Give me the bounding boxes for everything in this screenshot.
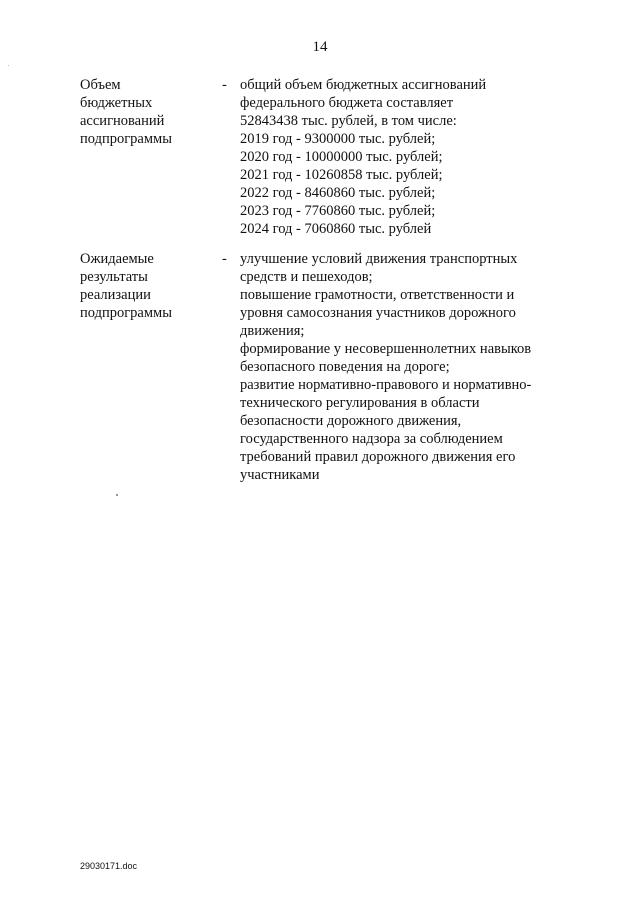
label-line: результаты xyxy=(80,269,148,285)
content-line: формирование у несовершеннолетних навыков xyxy=(240,341,532,357)
scan-speck xyxy=(8,65,9,66)
content-line: государственного надзора за соблюдением xyxy=(240,431,503,447)
label-line: ассигнований xyxy=(80,113,165,129)
label-line: подпрограммы xyxy=(80,131,172,147)
content-line: 52843438 тыс. рублей, в том числе: xyxy=(240,113,457,129)
content-line: общий объем бюджетных ассигнований xyxy=(240,77,487,93)
content-line: 2022 год - 8460860 тыс. рублей; xyxy=(240,185,436,201)
content-line: улучшение условий движения транспортных xyxy=(240,251,518,267)
content-line: 2019 год - 9300000 тыс. рублей; xyxy=(240,131,436,147)
document-filename: 29030171.doc xyxy=(80,861,138,871)
content-line: безопасного поведения на дороге; xyxy=(240,359,450,375)
section-content xyxy=(240,76,560,238)
label-line: Объем xyxy=(80,77,121,93)
results-section xyxy=(80,250,560,484)
section-dash: - xyxy=(222,251,227,267)
content-line: 2024 год - 7060860 тыс. рублей xyxy=(240,221,432,237)
content-line: средств и пешеходов; xyxy=(240,269,373,285)
section-content xyxy=(240,250,560,484)
section-dash: - xyxy=(222,77,227,93)
content-line: движения; xyxy=(240,323,305,339)
scan-speck xyxy=(116,494,118,496)
content-line: безопасности дорожного движения, xyxy=(240,413,462,429)
content-line: уровня самосознания участников дорожного xyxy=(240,305,516,321)
content-line: 2023 год - 7760860 тыс. рублей; xyxy=(240,203,436,219)
content-line: технического регулирования в области xyxy=(240,395,480,411)
content-line: 2021 год - 10260858 тыс. рублей; xyxy=(240,167,443,183)
content-line: участниками xyxy=(240,467,320,483)
section-label xyxy=(80,76,222,238)
label-line: бюджетных xyxy=(80,95,153,111)
content-line: федерального бюджета составляет xyxy=(240,95,454,111)
content-line: 2020 год - 10000000 тыс. рублей; xyxy=(240,149,443,165)
content-line: требований правил дорожного движения его xyxy=(240,449,516,465)
budget-section xyxy=(80,76,560,238)
section-label xyxy=(80,250,222,484)
label-line: Ожидаемые xyxy=(80,251,154,267)
label-line: подпрограммы xyxy=(80,305,172,321)
page-number: 14 xyxy=(312,39,328,55)
content-line: развитие нормативно-правового и нормативно- xyxy=(240,377,532,393)
content-line: повышение грамотности, ответственности и xyxy=(240,287,515,303)
label-line: реализации xyxy=(80,287,151,303)
